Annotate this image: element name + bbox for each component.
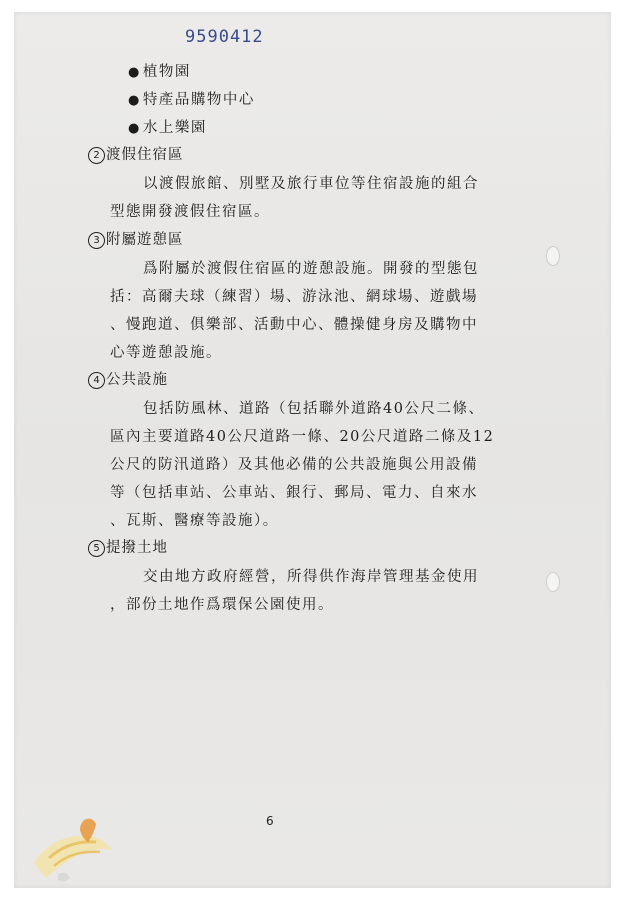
section-title: 公共設施 <box>106 372 168 388</box>
paragraph-line: 區內主要道路40公尺道路一條、20公尺道路二條及12 <box>110 429 495 445</box>
paragraph-line: 等（包括車站、公車站、銀行、郵局、電力、自來水 <box>110 485 478 501</box>
paragraph-line: 爲附屬於渡假住宿區的遊憩設施。開發的型態包 <box>143 261 479 277</box>
section-heading <box>88 368 168 389</box>
section-title: 渡假住宿區 <box>106 147 184 163</box>
paragraph-line: 以渡假旅館、別墅及旅行車位等住宿設施的組合 <box>143 176 479 192</box>
paragraph-line: 括：高爾夫球（練習）場、游泳池、網球場、遊戲場 <box>110 289 478 305</box>
paragraph-line: ，部份土地作爲環保公園使用。 <box>110 597 334 613</box>
section-title: 附屬遊憩區 <box>106 232 184 248</box>
section-number: 4 <box>88 372 105 389</box>
bullet-item: ● 特產品購物中心 <box>128 88 255 109</box>
section-number: 3 <box>88 232 105 249</box>
paragraph-line: 包括防風林、道路（包括聯外道路40公尺二條、 <box>143 401 485 417</box>
page-number: 6 <box>266 814 274 828</box>
section-heading <box>88 536 168 557</box>
document-number: 9590412 <box>185 27 264 47</box>
punch-hole <box>546 572 560 592</box>
paragraph-line: 、瓦斯、醫療等設施）。 <box>110 513 279 529</box>
section-number: 2 <box>88 147 105 164</box>
watermark-logo-icon <box>24 808 124 888</box>
paragraph-line: 交由地方政府經營，所得供作海岸管理基金使用 <box>143 569 479 585</box>
section-heading <box>88 143 184 164</box>
punch-hole <box>546 246 560 266</box>
section-title: 提撥土地 <box>106 540 168 556</box>
bullet-item: ● 水上樂園 <box>128 116 207 137</box>
section-number: 5 <box>88 540 105 557</box>
paragraph-line: 心等遊憩設施。 <box>110 345 222 361</box>
paragraph-line: 公尺的防汛道路）及其他必備的公共設施與公用設備 <box>110 457 478 473</box>
section-heading <box>88 228 184 249</box>
bullet-item: ● 植物園 <box>128 60 191 81</box>
paragraph-line: 型態開發渡假住宿區。 <box>110 204 270 220</box>
paragraph-line: 、慢跑道、俱樂部、活動中心、體操健身房及購物中 <box>110 317 478 333</box>
